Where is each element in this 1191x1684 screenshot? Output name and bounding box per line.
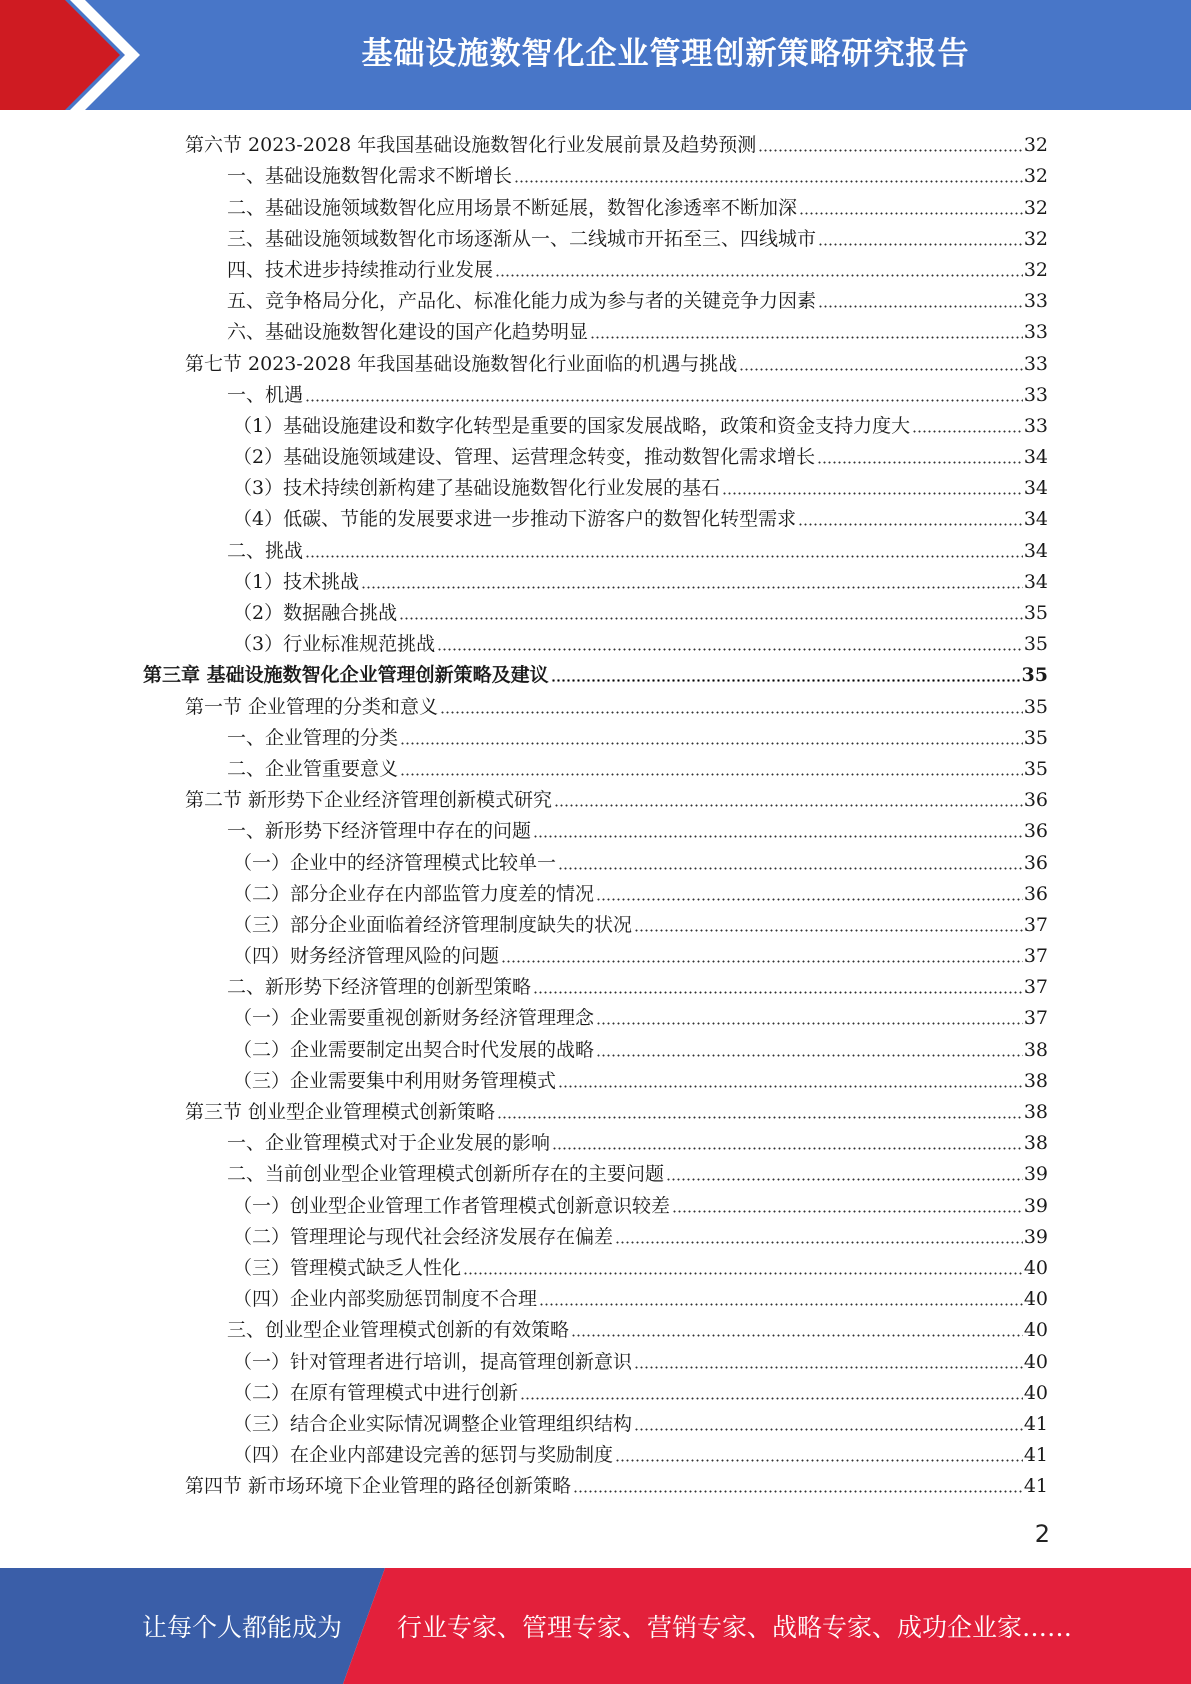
- dot-leader: [634, 1428, 1023, 1431]
- toc-entry-title: （一）针对管理者进行培训，提高管理创新意识: [233, 1350, 633, 1373]
- toc-entry-title: （3）技术持续创新构建了基础设施数智化行业发展的基石: [233, 477, 721, 500]
- toc-entry-title: 四、技术进步持续推动行业发展: [227, 258, 494, 281]
- toc-entry-title: （三）管理模式缺乏人性化: [233, 1256, 462, 1279]
- dot-leader: [596, 1022, 1023, 1025]
- toc-entry-title: （四）企业内部奖励惩罚制度不合理: [233, 1288, 538, 1311]
- toc-entry-page: 40: [1023, 1350, 1048, 1373]
- toc-entry-title: （2）基础设施领域建设、管理、运营理念转变，推动数智化需求增长: [233, 446, 816, 469]
- toc-entry-page: 35: [1021, 664, 1048, 687]
- toc-entry-page: 34: [1023, 477, 1048, 500]
- toc-entry-title: （一）企业中的经济管理模式比较单一: [233, 851, 557, 874]
- toc-entry-page: 36: [1023, 789, 1048, 812]
- toc-entry-page: 37: [1023, 976, 1048, 999]
- toc-entry-page: 32: [1023, 227, 1048, 250]
- toc-entry-title: （三）结合企业实际情况调整企业管理组织结构: [233, 1412, 633, 1435]
- toc-entry-title: （二）管理理论与现代社会经济发展存在偏差: [233, 1225, 614, 1248]
- toc-entry-title: 六、基础设施数智化建设的国产化趋势明显: [227, 321, 589, 344]
- toc-entry[interactable]: [143, 1062, 1048, 1093]
- toc-entry-page: 33: [1023, 383, 1048, 406]
- dot-leader: [758, 149, 1023, 152]
- toc-entry[interactable]: [143, 1342, 1048, 1373]
- dot-leader: [554, 804, 1023, 807]
- toc-entry[interactable]: [143, 407, 1048, 438]
- toc-entry[interactable]: [143, 750, 1048, 781]
- dot-leader: [571, 1334, 1023, 1337]
- toc-entry-page: 35: [1023, 633, 1048, 656]
- toc-entry-title: 三、创业型企业管理模式创新的有效策略: [227, 1319, 570, 1342]
- toc-entry[interactable]: [143, 500, 1048, 531]
- toc-entry-title: 二、挑战: [227, 539, 304, 562]
- report-header: [0, 0, 1191, 110]
- dot-leader: [672, 1210, 1023, 1213]
- dot-leader: [539, 1303, 1023, 1306]
- toc-entry[interactable]: [143, 594, 1048, 625]
- toc-entry-title: （2）数据融合挑战: [233, 602, 398, 624]
- toc-entry-title: （三）企业需要集中利用财务管理模式: [233, 1069, 557, 1092]
- toc-entry[interactable]: [143, 563, 1048, 594]
- dot-leader: [573, 1490, 1023, 1493]
- toc-entry-title: （二）部分企业存在内部监管力度差的情况: [233, 882, 595, 905]
- toc-entry-title: （一）创业型企业管理工作者管理模式创新意识较差: [233, 1194, 671, 1217]
- toc-entry-page: 40: [1023, 1381, 1048, 1404]
- dot-leader: [497, 1116, 1023, 1119]
- toc-entry-title: （4）低碳、节能的发展要求进一步推动下游客户的数智化转型需求: [233, 508, 797, 531]
- toc-entry[interactable]: [143, 906, 1048, 937]
- toc-entry-page: 37: [1023, 1007, 1048, 1030]
- toc-entry-page: 38: [1023, 1069, 1048, 1092]
- toc-entry-page: 39: [1023, 1163, 1048, 1186]
- toc-entry-title: 一、新形势下经济管理中存在的问题: [227, 820, 532, 843]
- toc-entry-page: 34: [1023, 570, 1048, 593]
- dot-leader: [739, 368, 1023, 371]
- dot-leader: [400, 773, 1023, 776]
- toc-entry[interactable]: [143, 687, 1048, 718]
- report-title: 基础设施数智化企业管理创新策略研究报告: [361, 35, 970, 72]
- dot-leader: [361, 586, 1023, 589]
- toc-entry-page: 32: [1023, 258, 1048, 281]
- dot-leader: [495, 274, 1023, 277]
- toc-entry[interactable]: [143, 781, 1048, 812]
- toc-entry[interactable]: [143, 1218, 1048, 1249]
- toc-entry-title: 一、基础设施数智化需求不断增长: [227, 165, 513, 188]
- toc-entry-page: 36: [1023, 882, 1048, 905]
- dot-leader: [520, 1397, 1023, 1400]
- dot-leader: [799, 212, 1023, 215]
- footer-slogan: 行业专家、管理专家、营销专家、战略专家、成功企业家……: [397, 1613, 1073, 1642]
- toc-entry-title: 第二节 新形势下企业经济管理创新模式研究: [185, 789, 553, 812]
- dot-leader: [552, 1147, 1023, 1150]
- toc-entry[interactable]: [143, 812, 1048, 843]
- toc-entry[interactable]: [143, 438, 1048, 469]
- dot-leader: [533, 835, 1023, 838]
- toc-entry[interactable]: [143, 313, 1048, 344]
- toc-entry[interactable]: [143, 1311, 1048, 1342]
- toc-entry[interactable]: [143, 968, 1048, 999]
- toc-entry[interactable]: [143, 875, 1048, 906]
- toc-entry[interactable]: [143, 1249, 1048, 1280]
- toc-entry-title: 第六节 2023-2028 年我国基础设施数智化行业发展前景及趋势预测: [185, 134, 757, 157]
- toc-entry-page: 40: [1023, 1319, 1048, 1342]
- dot-leader: [817, 461, 1023, 464]
- toc-entry[interactable]: [143, 1093, 1048, 1124]
- toc-entry-title: （一）企业需要重视创新财务经济管理理念: [233, 1007, 595, 1030]
- toc-entry[interactable]: [143, 1030, 1048, 1061]
- toc-entry-page: 39: [1023, 1225, 1048, 1248]
- dot-leader: [634, 1366, 1023, 1369]
- dot-leader: [634, 929, 1023, 932]
- toc-entry-title: 第七节 2023-2028 年我国基础设施数智化行业面临的机遇与挑战: [185, 352, 738, 375]
- toc-entry[interactable]: [143, 157, 1048, 188]
- toc-entry-title: 二、新形势下经济管理的创新型策略: [227, 976, 532, 999]
- toc-entry[interactable]: [143, 843, 1048, 874]
- toc-entry-page: 33: [1023, 414, 1048, 437]
- dot-leader: [596, 898, 1023, 901]
- toc-entry-page: 37: [1023, 945, 1048, 968]
- toc-entry-page: 32: [1023, 165, 1048, 188]
- dot-leader: [615, 1459, 1023, 1462]
- toc-entry-page: 38: [1023, 1038, 1048, 1061]
- toc-entry-title: （1）基础设施建设和数字化转型是重要的国家发展战略，政策和资金支持力度大: [233, 414, 911, 437]
- toc-entry-page: 35: [1023, 602, 1048, 624]
- toc-entry-title: 二、当前创业型企业管理模式创新所存在的主要问题: [227, 1163, 665, 1186]
- toc-entry[interactable]: [143, 1436, 1048, 1467]
- toc-entry-title: 第四节 新市场环境下企业管理的路径创新策略: [185, 1475, 572, 1498]
- toc-entry-page: 40: [1023, 1288, 1048, 1311]
- dot-leader: [912, 430, 1023, 433]
- toc-entry[interactable]: [143, 220, 1048, 251]
- dot-leader: [818, 305, 1023, 308]
- dot-leader: [305, 555, 1023, 558]
- dot-leader: [501, 960, 1023, 963]
- toc-entry[interactable]: [143, 656, 1048, 687]
- page-number: 2: [1034, 1520, 1050, 1548]
- toc-entry[interactable]: [143, 937, 1048, 968]
- toc-entry[interactable]: [143, 1124, 1048, 1155]
- dot-leader: [514, 180, 1023, 183]
- toc-entry-page: 33: [1023, 290, 1048, 313]
- dot-leader: [399, 617, 1023, 620]
- toc-entry-page: 38: [1023, 1132, 1048, 1155]
- toc-entry-page: 35: [1023, 726, 1048, 749]
- dot-leader: [558, 1085, 1023, 1088]
- toc-entry-page: 41: [1023, 1412, 1048, 1435]
- toc-entry[interactable]: [143, 376, 1048, 407]
- toc-entry[interactable]: [143, 1186, 1048, 1217]
- toc-entry-page: 34: [1023, 446, 1048, 469]
- red-arrow-flag-icon: [0, 0, 150, 110]
- dot-leader: [440, 711, 1023, 714]
- dot-leader: [798, 523, 1023, 526]
- toc-entry-title: （3）行业标准规范挑战: [233, 633, 436, 656]
- toc-entry-title: 五、竞争格局分化，产品化、标准化能力成为参与者的关键竞争力因素: [227, 290, 817, 313]
- toc-entry-title: 一、企业管理的分类: [227, 726, 399, 749]
- dot-leader: [437, 648, 1023, 651]
- toc-entry-title: （四）在企业内部建设完善的惩罚与奖励制度: [233, 1444, 614, 1467]
- toc-entry-title: （二）企业需要制定出契合时代发展的战略: [233, 1038, 595, 1061]
- toc-entry[interactable]: [143, 1280, 1048, 1311]
- dot-leader: [722, 492, 1023, 495]
- toc-entry-page: 36: [1023, 820, 1048, 843]
- dot-leader: [615, 1241, 1023, 1244]
- dot-leader: [400, 742, 1023, 745]
- toc-entry-title: 第一节 企业管理的分类和意义: [185, 695, 439, 718]
- toc-entry-page: 41: [1023, 1444, 1048, 1467]
- toc-entry[interactable]: [143, 251, 1048, 282]
- toc-entry-title: （四）财务经济管理风险的问题: [233, 945, 500, 968]
- toc-entry[interactable]: [143, 719, 1048, 750]
- toc-entry-page: 35: [1023, 757, 1048, 780]
- dot-leader: [463, 1272, 1023, 1275]
- toc-entry-title: （1）技术挑战: [233, 570, 360, 593]
- footer-lead-text: 让每个人都能成为: [142, 1613, 343, 1642]
- table-of-contents: [143, 126, 1048, 1498]
- toc-entry-page: 32: [1023, 134, 1048, 157]
- dot-leader: [558, 867, 1023, 870]
- toc-entry-title: 一、机遇: [227, 383, 304, 406]
- toc-entry-page: 35: [1023, 695, 1048, 718]
- toc-entry-title: 二、企业管重要意义: [227, 757, 399, 780]
- toc-entry[interactable]: [143, 344, 1048, 375]
- toc-entry[interactable]: [143, 282, 1048, 313]
- dot-leader: [551, 679, 1021, 682]
- dot-leader: [596, 1054, 1023, 1057]
- toc-entry-page: 33: [1023, 352, 1048, 375]
- toc-entry[interactable]: [143, 1467, 1048, 1498]
- toc-entry-page: 39: [1023, 1194, 1048, 1217]
- toc-entry[interactable]: [143, 1374, 1048, 1405]
- toc-entry-page: 34: [1023, 539, 1048, 562]
- toc-entry[interactable]: [143, 1405, 1048, 1436]
- toc-entry-page: 32: [1023, 196, 1048, 219]
- toc-entry[interactable]: [143, 469, 1048, 500]
- toc-entry-page: 41: [1023, 1475, 1048, 1498]
- report-footer: [0, 1568, 1191, 1684]
- toc-entry-page: 33: [1023, 321, 1048, 344]
- toc-entry[interactable]: [143, 625, 1048, 656]
- toc-entry-page: 36: [1023, 851, 1048, 874]
- toc-entry[interactable]: [143, 188, 1048, 219]
- toc-entry-title: 二、基础设施领域数智化应用场景不断延展，数智化渗透率不断加深: [227, 196, 798, 219]
- dot-leader: [533, 991, 1023, 994]
- dot-leader: [666, 1178, 1023, 1181]
- toc-entry-title: （三）部分企业面临着经济管理制度缺失的状况: [233, 913, 633, 936]
- toc-entry-title: 第三节 创业型企业管理模式创新策略: [185, 1101, 496, 1123]
- toc-entry-title: 一、企业管理模式对于企业发展的影响: [227, 1132, 551, 1155]
- dot-leader: [305, 399, 1023, 402]
- toc-entry[interactable]: [143, 999, 1048, 1030]
- toc-entry-page: 40: [1023, 1256, 1048, 1279]
- dot-leader: [818, 243, 1023, 246]
- toc-entry[interactable]: [143, 1155, 1048, 1186]
- toc-entry-title: 三、基础设施领域数智化市场逐渐从一、二线城市开拓至三、四线城市: [227, 227, 817, 250]
- dot-leader: [590, 336, 1023, 339]
- toc-entry-title: （二）在原有管理模式中进行创新: [233, 1381, 519, 1404]
- toc-entry-title: 第三章 基础设施数智化企业管理创新策略及建议: [143, 664, 549, 687]
- toc-entry-page: 37: [1023, 913, 1048, 936]
- toc-entry-page: 38: [1023, 1101, 1048, 1123]
- toc-entry[interactable]: [143, 126, 1048, 157]
- toc-entry-page: 34: [1023, 508, 1048, 531]
- toc-entry[interactable]: [143, 531, 1048, 562]
